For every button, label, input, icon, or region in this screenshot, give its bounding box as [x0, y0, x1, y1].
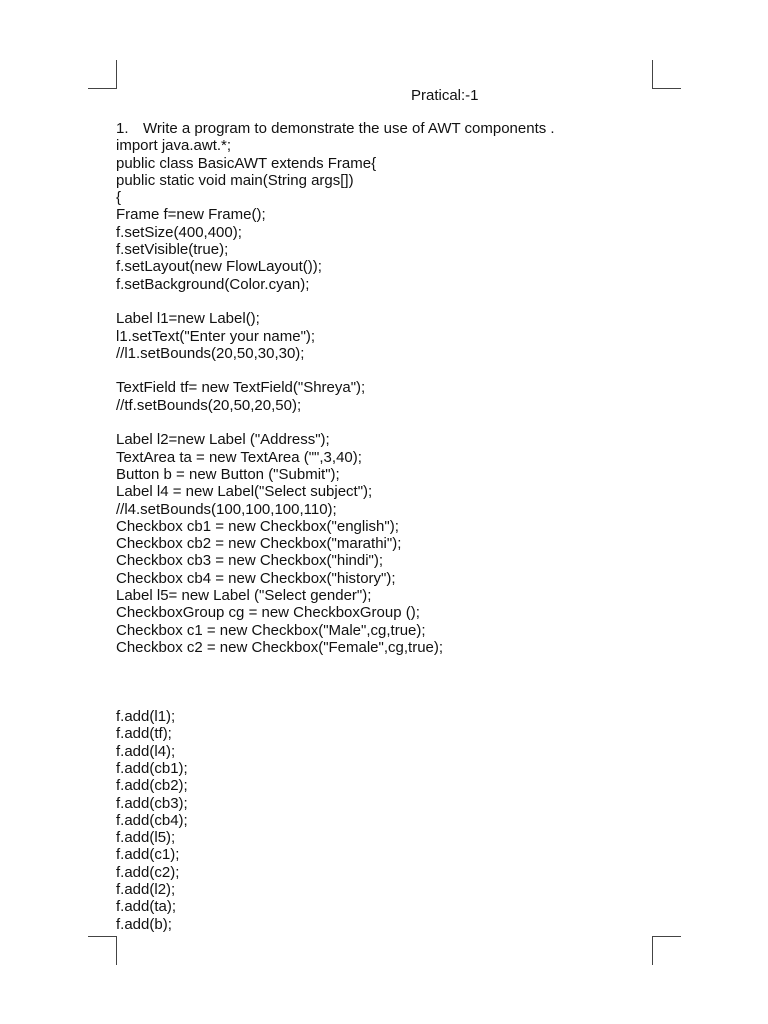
question-number: 1. [116, 120, 129, 137]
code-line: f.setBackground(Color.cyan); [116, 275, 310, 293]
code-line: Checkbox cb4 = new Checkbox("history"); [116, 569, 396, 587]
code-line [116, 691, 636, 708]
code-line: Label l2=new Label ("Address"); [116, 431, 330, 449]
code-line: //l1.setBounds(20,50,30,30); [116, 344, 305, 362]
code-line: CheckboxGroup cg = new CheckboxGroup (); [116, 604, 420, 622]
code-line: f.add(l4); [116, 742, 176, 760]
code-line: Label l4 = new Label("Select subject"); [116, 483, 373, 501]
code-line: Button b = new Button ("Submit"); [116, 465, 340, 483]
code-line: f.add(b); [116, 915, 172, 933]
code-line: f.setLayout(new FlowLayout()); [116, 258, 322, 276]
code-line: f.add(cb3); [116, 794, 188, 812]
code-line [116, 414, 636, 431]
code-line: { [116, 189, 122, 207]
question [116, 120, 636, 137]
code-line: import java.awt.*; [116, 137, 232, 155]
code-line: f.add(l5); [116, 829, 176, 847]
question-text: Write a program to demonstrate the use of AWT components . [143, 120, 555, 137]
code-line: TextField tf= new TextField("Shreya"); [116, 379, 366, 397]
code-line: //l4.setBounds(100,100,100,110); [116, 500, 337, 518]
code-line: f.add(c2); [116, 863, 180, 881]
code-line: l1.setText("Enter your name"); [116, 327, 316, 345]
code-line: f.add(cb1); [116, 759, 188, 777]
code-line: f.add(l2); [116, 881, 176, 899]
code-line: f.setVisible(true); [116, 241, 229, 259]
code-line: Checkbox cb2 = new Checkbox("marathi"); [116, 535, 402, 553]
code-line: f.add(cb2); [116, 777, 188, 795]
crop-mark-bottom-left [88, 936, 117, 965]
crop-mark-bottom-right [652, 936, 681, 965]
code-line: public static void main(String args[]) [116, 171, 354, 189]
code-line: TextArea ta = new TextArea ("",3,40); [116, 448, 362, 466]
code-line: f.setSize(400,400); [116, 223, 242, 241]
code-line: //tf.setBounds(20,50,20,50); [116, 396, 302, 414]
code-line: Checkbox cb1 = new Checkbox("english"); [116, 517, 399, 535]
code-line: f.add(l1); [116, 708, 176, 726]
code-line [116, 674, 636, 691]
code-line [116, 362, 636, 379]
code-line: f.add(cb4); [116, 811, 188, 829]
code-block [116, 137, 636, 933]
code-line: Label l5= new Label ("Select gender"); [116, 587, 372, 605]
code-line: Checkbox cb3 = new Checkbox("hindi"); [116, 552, 384, 570]
code-line: Frame f=new Frame(); [116, 206, 266, 224]
code-line: f.add(tf); [116, 725, 172, 743]
code-line: Checkbox c1 = new Checkbox("Male",cg,true); [116, 621, 426, 639]
code-line: f.add(c1); [116, 846, 180, 864]
code-line [116, 293, 636, 310]
crop-mark-top-left [88, 60, 117, 89]
code-line [116, 656, 636, 673]
code-line: Label l1=new Label(); [116, 310, 260, 328]
page-title: Pratical:-1 [411, 87, 479, 104]
code-line: public class BasicAWT extends Frame{ [116, 154, 377, 172]
code-line: Checkbox c2 = new Checkbox("Female",cg,true); [116, 638, 444, 656]
crop-mark-top-right [652, 60, 681, 89]
code-line: f.add(ta); [116, 898, 177, 916]
document-body [116, 120, 636, 933]
